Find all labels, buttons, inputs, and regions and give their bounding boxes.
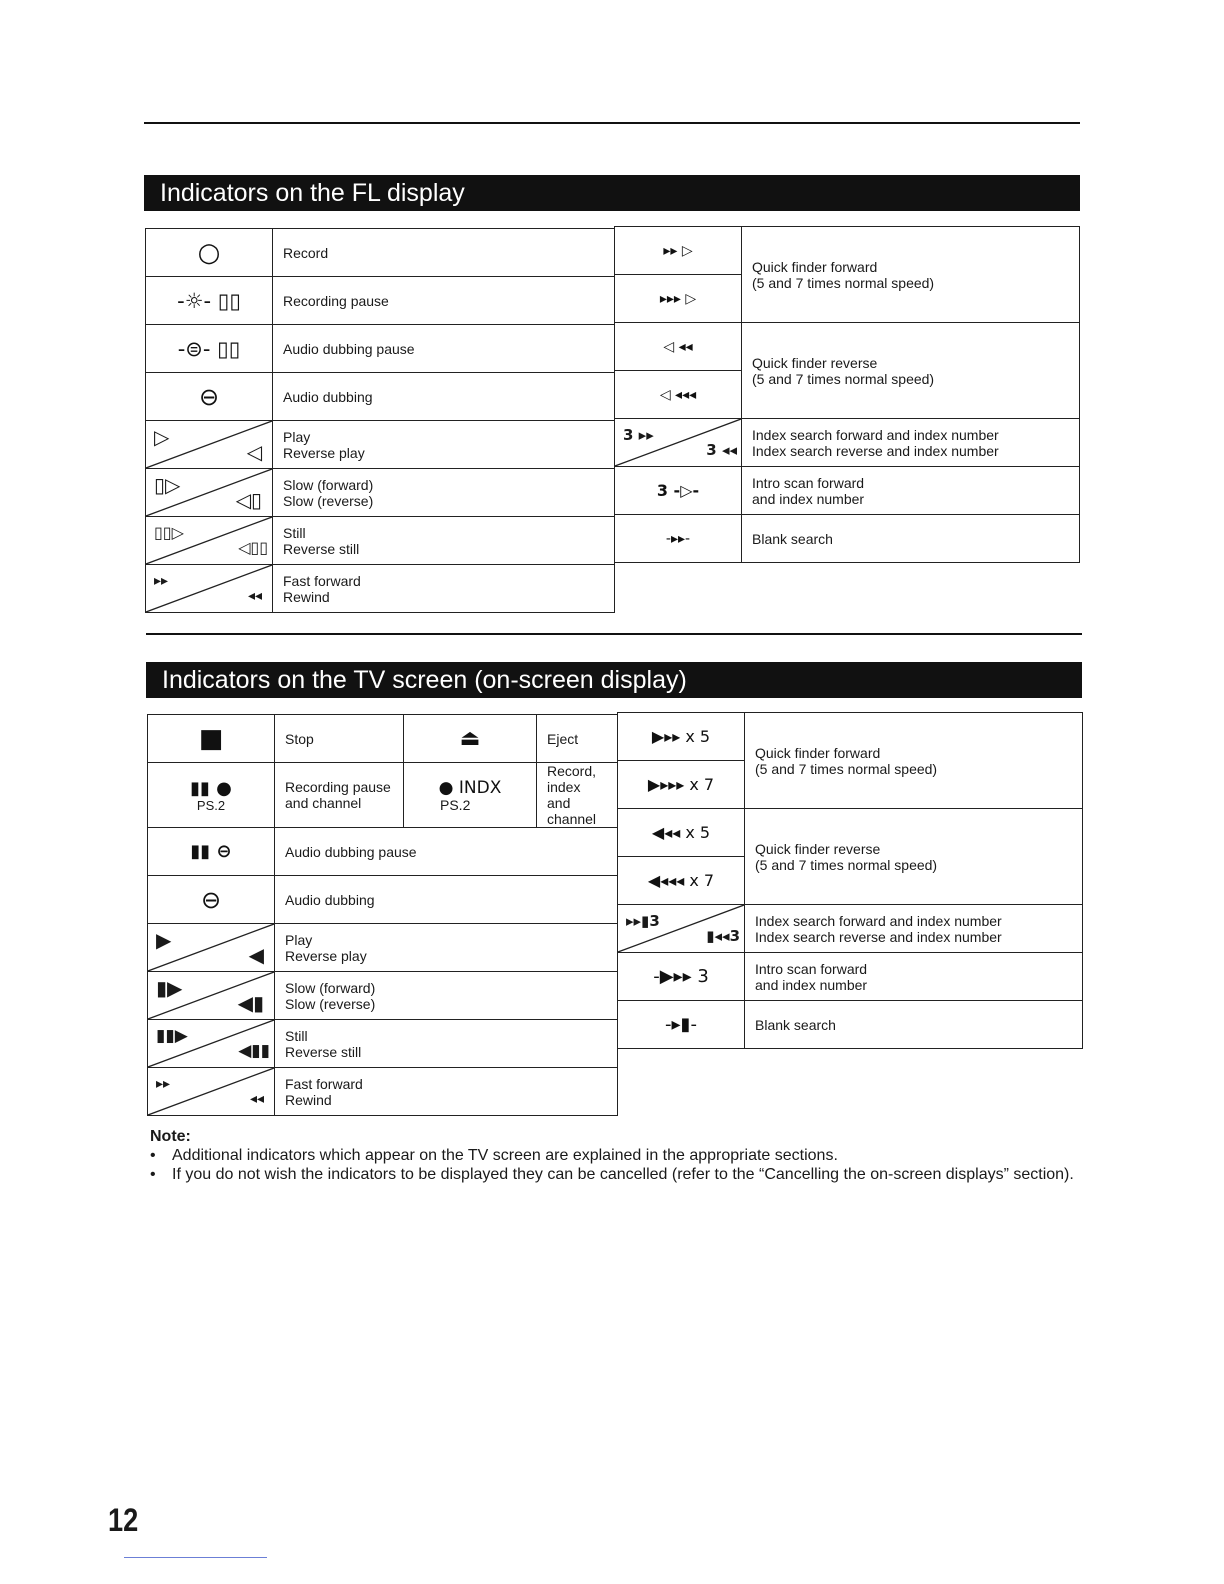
still-icon: ▯▯▷ xyxy=(154,523,184,542)
slow-forward-icon: ▯▷ xyxy=(154,473,181,497)
top-rule xyxy=(144,122,1080,124)
fl-label-recording-pause: Recording pause xyxy=(273,277,615,325)
tv-label-quick-finder-reverse: Quick finder reverse xyxy=(755,840,881,857)
index-search-icon-cell xyxy=(615,419,742,467)
blank-search-icon: -▸▸- xyxy=(615,515,742,563)
quick-finder-reverse-7-icon: ◁ ◂◂◂ xyxy=(615,371,742,419)
tv-play-icon: ▶ xyxy=(156,928,172,952)
eject-icon: ⏏ xyxy=(404,715,537,763)
tv-label-reverse-play: Reverse play xyxy=(285,947,367,964)
ff-rew-icon-cell xyxy=(146,565,273,613)
tv-recording-pause-icon-cell xyxy=(148,763,275,828)
note-heading: Note: xyxy=(150,1128,191,1145)
reverse-play-icon: ◁ xyxy=(246,440,262,464)
page-number: 12 xyxy=(108,1502,139,1538)
fl-left-table xyxy=(145,228,615,613)
tv-label-index-search-forward: Index search forward and index number xyxy=(755,912,1002,929)
tv-label-recording-pause-channel: and channel xyxy=(285,795,362,811)
fl-label-intro-scan-index: and index number xyxy=(752,490,865,507)
tv-audio-dubbing-icon: ⊖ xyxy=(148,876,275,924)
record-icon: ○ xyxy=(146,229,273,277)
fl-label-slow-forward: Slow (forward) xyxy=(283,476,374,493)
index-search-forward-icon: 3 ▸▸ xyxy=(623,426,654,444)
fl-label-quick-finder-reverse-speed: (5 and 7 times normal speed) xyxy=(752,370,935,387)
tv-label-recording-pause: Recording pause xyxy=(285,779,391,795)
tv-label-quick-finder-forward: Quick finder forward xyxy=(755,744,881,761)
tv-blank-search-icon: -▸▮- xyxy=(618,1001,745,1049)
tv-record-index-icon-cell xyxy=(404,763,537,828)
record-index-icon: ● INDX xyxy=(438,778,502,798)
tv-slow-reverse-icon: ◀▮ xyxy=(237,991,264,1015)
tv-label-stop: Stop xyxy=(275,715,404,763)
tv-label-reverse-still: Reverse still xyxy=(285,1043,362,1060)
fl-section-title: Indicators on the FL display xyxy=(144,175,1080,211)
fl-label-index-search-forward: Index search forward and index number xyxy=(752,426,999,443)
tv-label-intro-scan: Intro scan forward xyxy=(755,960,868,977)
tv-label-eject: Eject xyxy=(537,715,618,763)
still-icon-cell xyxy=(146,517,273,565)
tv-label-audio-dubbing-pause: Audio dubbing pause xyxy=(275,828,618,876)
tv-quick-finder-reverse-5-icon: ◀◂◂ x 5 xyxy=(618,809,745,857)
tv-audio-dubbing-pause-icon: ▮▮ ⊖ xyxy=(148,828,275,876)
fl-label-fast-forward: Fast forward xyxy=(283,572,361,589)
tv-label-quick-finder-forward-speed: (5 and 7 times normal speed) xyxy=(755,760,938,777)
fl-label-quick-finder-reverse: Quick finder reverse xyxy=(752,354,878,371)
fl-label-reverse-play: Reverse play xyxy=(283,444,365,461)
fl-label-slow-reverse: Slow (reverse) xyxy=(283,492,374,509)
tv-label-blank-search: Blank search xyxy=(745,1001,1083,1049)
quick-finder-forward-7-icon: ▸▸▸ ▷ xyxy=(615,275,742,323)
fl-label-audio-dubbing-pause: Audio dubbing pause xyxy=(273,325,615,373)
tv-label-quick-finder-reverse-speed: (5 and 7 times normal speed) xyxy=(755,856,938,873)
tv-label-fast-forward: Fast forward xyxy=(285,1075,363,1092)
tv-section-title: Indicators on the TV screen (on-screen display) xyxy=(146,662,1082,698)
tv-label-audio-dubbing: Audio dubbing xyxy=(275,876,618,924)
note-item: • Additional indicators which appear on the TV screen are explained in the appropriate sections. xyxy=(150,1146,1074,1165)
recording-pause-icon: ▮▮ ● xyxy=(190,777,232,799)
tv-index-search-forward-icon: ▸▸▮3 xyxy=(626,912,660,930)
tv-fast-forward-icon: ▸▸ xyxy=(156,1076,171,1092)
tv-label-still: Still xyxy=(285,1027,308,1044)
slow-icon-cell xyxy=(146,469,273,517)
footer-line xyxy=(124,1557,267,1558)
tv-label-play: Play xyxy=(285,931,313,948)
fl-label-reverse-still: Reverse still xyxy=(283,540,360,557)
slow-reverse-icon: ◁▯ xyxy=(235,488,262,512)
fl-label-record: Record xyxy=(273,229,615,277)
tv-quick-finder-forward-5-icon: ▶▸▸ x 5 xyxy=(618,713,745,761)
tv-reverse-still-icon: ◀▮▮ xyxy=(238,1041,270,1061)
fl-label-quick-finder-forward: Quick finder forward xyxy=(752,258,878,275)
tv-slow-forward-icon: ▮▶ xyxy=(156,976,183,1000)
fl-label-play: Play xyxy=(283,428,311,445)
fl-label-rewind: Rewind xyxy=(283,588,330,605)
tv-index-search-icon-cell xyxy=(618,905,745,953)
audio-dubbing-pause-icon: -⊜- ▯▯ xyxy=(146,325,273,373)
tv-play-reverse-icon-cell xyxy=(148,924,275,972)
tv-intro-scan-icon: -▶▸▸ 3 xyxy=(618,953,745,1001)
tv-label-slow-reverse: Slow (reverse) xyxy=(285,995,376,1012)
audio-dubbing-icon: ⊖ xyxy=(146,373,273,421)
play-reverse-icon-cell xyxy=(146,421,273,469)
tv-left-table xyxy=(147,714,618,1116)
reverse-still-icon: ◁▯▯ xyxy=(238,538,268,557)
tv-quick-finder-forward-7-icon: ▶▸▸▸ x 7 xyxy=(618,761,745,809)
tv-rewind-icon: ◂◂ xyxy=(249,1091,264,1107)
fast-forward-icon: ▸▸ xyxy=(154,573,169,589)
fl-label-quick-finder-forward-speed: (5 and 7 times normal speed) xyxy=(752,274,935,291)
fl-right-table xyxy=(614,226,1080,563)
index-search-reverse-icon: 3 ◂◂ xyxy=(706,441,737,459)
tv-label-intro-scan-index: and index number xyxy=(755,976,868,993)
fl-label-intro-scan: Intro scan forward xyxy=(752,474,865,491)
intro-scan-icon: 3 -▷- xyxy=(615,467,742,515)
fl-label-index-search-reverse: Index search reverse and index number xyxy=(752,442,999,459)
tv-quick-finder-reverse-7-icon: ◀◂◂◂ x 7 xyxy=(618,857,745,905)
tv-right-table xyxy=(617,712,1083,1049)
note-block xyxy=(150,1127,1074,1184)
fl-label-audio-dubbing: Audio dubbing xyxy=(273,373,615,421)
play-icon: ▷ xyxy=(154,425,170,449)
rewind-icon: ◂◂ xyxy=(247,588,262,604)
quick-finder-reverse-5-icon: ◁ ◂◂ xyxy=(615,323,742,371)
tv-ff-rew-icon-cell xyxy=(148,1068,275,1116)
tv-label-rewind: Rewind xyxy=(285,1091,332,1108)
tv-index-search-reverse-icon: ▮◂◂3 xyxy=(706,927,740,945)
tv-still-icon-cell xyxy=(148,1020,275,1068)
tv-label-record-index: Record, index xyxy=(547,763,597,795)
fl-label-still: Still xyxy=(283,524,306,541)
stop-icon: ■ xyxy=(148,715,275,763)
record-index-channel: PS.2 xyxy=(440,797,471,813)
tv-label-record-index-channel: and channel xyxy=(547,795,597,827)
recording-pause-channel: PS.2 xyxy=(196,797,226,813)
quick-finder-forward-5-icon: ▸▸ ▷ xyxy=(615,227,742,275)
tv-label-index-search-reverse: Index search reverse and index number xyxy=(755,928,1002,945)
tv-slow-icon-cell xyxy=(148,972,275,1020)
fl-label-blank-search: Blank search xyxy=(742,515,1080,563)
tv-reverse-play-icon: ◀ xyxy=(248,943,264,967)
recording-pause-icon: -☼- ▯▯ xyxy=(146,277,273,325)
middle-rule xyxy=(146,633,1082,635)
note-item: • If you do not wish the indicators to be displayed they can be cancelled (refer to the “Cancelling the on-screen displays” section). xyxy=(150,1165,1074,1184)
tv-label-slow-forward: Slow (forward) xyxy=(285,979,376,996)
tv-still-icon: ▮▮▶ xyxy=(156,1026,188,1046)
